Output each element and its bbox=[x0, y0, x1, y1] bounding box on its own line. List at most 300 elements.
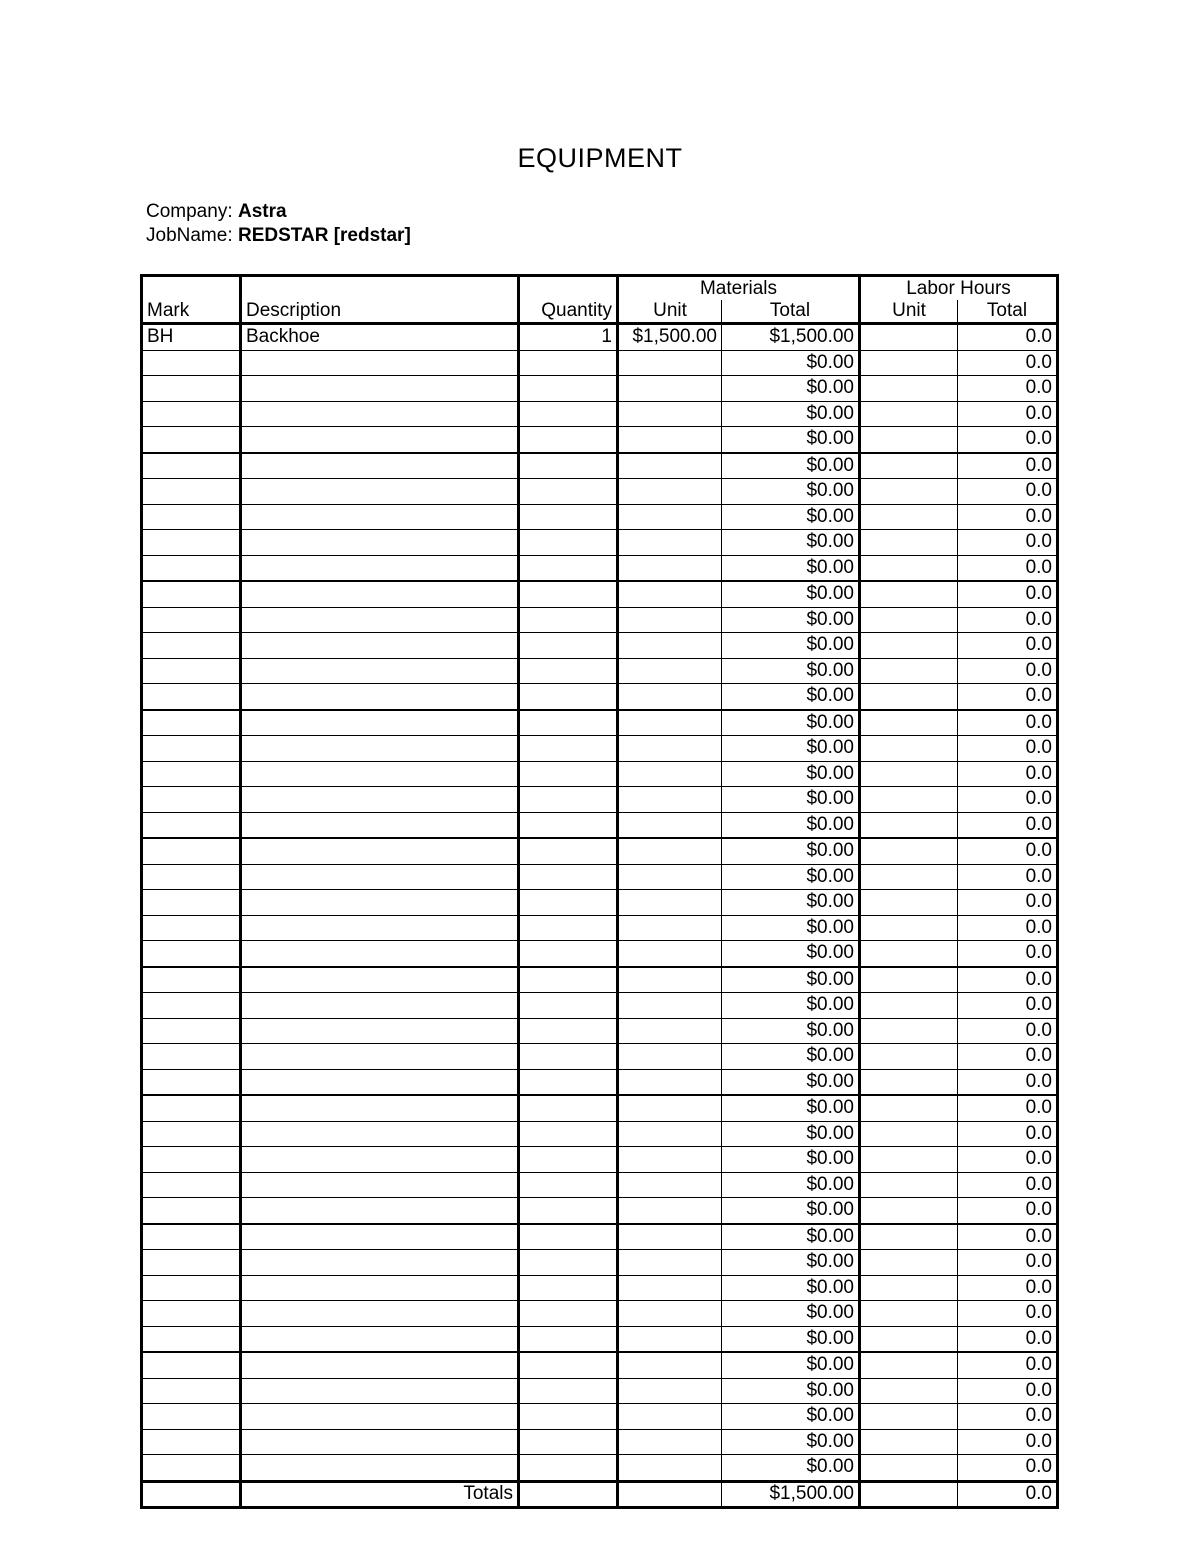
cell-quantity bbox=[519, 1069, 618, 1095]
cell-quantity bbox=[519, 1404, 618, 1430]
cell-mark bbox=[142, 1172, 241, 1198]
cell-labor-total: 0.0 bbox=[958, 838, 1058, 864]
cell-labor-total: 0.0 bbox=[958, 1198, 1058, 1224]
cell-mark bbox=[142, 504, 241, 530]
cell-description bbox=[241, 1455, 519, 1482]
cell-labor-total: 0.0 bbox=[958, 1044, 1058, 1070]
cell-quantity bbox=[519, 376, 618, 402]
cell-materials-unit bbox=[618, 967, 722, 993]
cell-labor-total: 0.0 bbox=[958, 1121, 1058, 1147]
cell-description bbox=[241, 941, 519, 967]
cell-labor-unit bbox=[860, 350, 958, 376]
totals-labor-unit-cell bbox=[860, 1481, 958, 1507]
header-blank-mark bbox=[142, 276, 241, 301]
cell-description bbox=[241, 401, 519, 427]
cell-quantity bbox=[519, 607, 618, 633]
cell-description bbox=[241, 1250, 519, 1276]
cell-mark bbox=[142, 1095, 241, 1121]
cell-mark bbox=[142, 761, 241, 787]
cell-materials-total: $0.00 bbox=[722, 1250, 860, 1276]
cell-materials-total: $0.00 bbox=[722, 1172, 860, 1198]
table-row bbox=[142, 1378, 1058, 1404]
cell-quantity bbox=[519, 1378, 618, 1404]
cell-mark bbox=[142, 453, 241, 479]
cell-quantity bbox=[519, 479, 618, 505]
cell-description bbox=[241, 479, 519, 505]
cell-materials-total: $0.00 bbox=[722, 607, 860, 633]
cell-description bbox=[241, 1018, 519, 1044]
cell-quantity bbox=[519, 453, 618, 479]
cell-description bbox=[241, 787, 519, 813]
cell-quantity bbox=[519, 581, 618, 607]
cell-materials-total: $0.00 bbox=[722, 787, 860, 813]
cell-labor-total: 0.0 bbox=[958, 710, 1058, 736]
cell-mark bbox=[142, 1275, 241, 1301]
cell-labor-unit bbox=[860, 993, 958, 1019]
cell-materials-total: $0.00 bbox=[722, 941, 860, 967]
cell-materials-total: $0.00 bbox=[722, 1352, 860, 1378]
cell-quantity bbox=[519, 761, 618, 787]
cell-mark bbox=[142, 1069, 241, 1095]
cell-labor-unit bbox=[860, 915, 958, 941]
table-row bbox=[142, 376, 1058, 402]
cell-materials-unit bbox=[618, 1275, 722, 1301]
cell-mark bbox=[142, 1301, 241, 1327]
cell-description bbox=[241, 890, 519, 916]
header-blank-description bbox=[241, 276, 519, 301]
cell-materials-unit bbox=[618, 838, 722, 864]
cell-mark bbox=[142, 607, 241, 633]
cell-materials-total: $0.00 bbox=[722, 350, 860, 376]
cell-mark bbox=[142, 479, 241, 505]
table-row bbox=[142, 993, 1058, 1019]
cell-materials-unit bbox=[618, 1095, 722, 1121]
table-row bbox=[142, 1044, 1058, 1070]
cell-labor-total: 0.0 bbox=[958, 581, 1058, 607]
cell-labor-unit bbox=[860, 530, 958, 556]
cell-materials-total: $0.00 bbox=[722, 1429, 860, 1455]
header-blank-quantity bbox=[519, 276, 618, 301]
cell-materials-unit bbox=[618, 1250, 722, 1276]
totals-label: Totals bbox=[241, 1481, 519, 1507]
table-row bbox=[142, 453, 1058, 479]
table-row bbox=[142, 1404, 1058, 1430]
cell-description bbox=[241, 761, 519, 787]
cell-materials-unit bbox=[618, 736, 722, 762]
cell-mark bbox=[142, 1018, 241, 1044]
cell-labor-total: 0.0 bbox=[958, 787, 1058, 813]
cell-labor-unit bbox=[860, 427, 958, 453]
cell-labor-unit bbox=[860, 401, 958, 427]
cell-quantity bbox=[519, 710, 618, 736]
totals-quantity-cell bbox=[519, 1481, 618, 1507]
cell-mark bbox=[142, 1250, 241, 1276]
cell-quantity bbox=[519, 890, 618, 916]
cell-labor-total: 0.0 bbox=[958, 658, 1058, 684]
cell-labor-unit bbox=[860, 684, 958, 710]
equipment-table bbox=[140, 274, 1059, 1509]
cell-materials-total: $0.00 bbox=[722, 993, 860, 1019]
cell-labor-total: 0.0 bbox=[958, 1455, 1058, 1482]
cell-labor-total: 0.0 bbox=[958, 1224, 1058, 1250]
cell-description bbox=[241, 504, 519, 530]
cell-mark bbox=[142, 838, 241, 864]
cell-quantity bbox=[519, 1018, 618, 1044]
cell-quantity bbox=[519, 1455, 618, 1482]
cell-labor-unit bbox=[860, 967, 958, 993]
cell-materials-unit bbox=[618, 658, 722, 684]
header-group-row bbox=[142, 276, 1058, 301]
cell-description bbox=[241, 427, 519, 453]
cell-materials-unit bbox=[618, 1044, 722, 1070]
cell-quantity bbox=[519, 864, 618, 890]
cell-description bbox=[241, 581, 519, 607]
cell-materials-total: $0.00 bbox=[722, 1326, 860, 1352]
jobname-line bbox=[146, 225, 411, 247]
cell-labor-unit bbox=[860, 941, 958, 967]
cell-description: Backhoe bbox=[241, 324, 519, 351]
cell-labor-unit bbox=[860, 1429, 958, 1455]
cell-materials-total: $0.00 bbox=[722, 710, 860, 736]
cell-description bbox=[241, 864, 519, 890]
cell-materials-unit bbox=[618, 941, 722, 967]
cell-mark bbox=[142, 1326, 241, 1352]
cell-description bbox=[241, 967, 519, 993]
cell-quantity bbox=[519, 1250, 618, 1276]
cell-labor-total: 0.0 bbox=[958, 555, 1058, 581]
cell-labor-unit bbox=[860, 1250, 958, 1276]
cell-description bbox=[241, 1378, 519, 1404]
cell-labor-total: 0.0 bbox=[958, 1250, 1058, 1276]
header-column-row bbox=[142, 300, 1058, 324]
header-mark: Mark bbox=[142, 300, 241, 324]
cell-labor-total: 0.0 bbox=[958, 1172, 1058, 1198]
cell-materials-unit bbox=[618, 1404, 722, 1430]
cell-labor-unit bbox=[860, 1044, 958, 1070]
cell-quantity bbox=[519, 1326, 618, 1352]
cell-description bbox=[241, 915, 519, 941]
cell-quantity: 1 bbox=[519, 324, 618, 351]
table-row bbox=[142, 1069, 1058, 1095]
cell-labor-unit bbox=[860, 453, 958, 479]
cell-description bbox=[241, 1172, 519, 1198]
cell-quantity bbox=[519, 941, 618, 967]
cell-description bbox=[241, 658, 519, 684]
table-row bbox=[142, 941, 1058, 967]
cell-description bbox=[241, 993, 519, 1019]
cell-materials-unit bbox=[618, 1352, 722, 1378]
cell-quantity bbox=[519, 633, 618, 659]
table-row bbox=[142, 607, 1058, 633]
cell-description bbox=[241, 710, 519, 736]
cell-mark bbox=[142, 1352, 241, 1378]
cell-labor-unit bbox=[860, 504, 958, 530]
cell-materials-unit bbox=[618, 1378, 722, 1404]
table-row bbox=[142, 864, 1058, 890]
cell-labor-unit bbox=[860, 864, 958, 890]
cell-mark bbox=[142, 1455, 241, 1482]
cell-labor-unit bbox=[860, 1455, 958, 1482]
cell-quantity bbox=[519, 736, 618, 762]
cell-labor-unit bbox=[860, 1224, 958, 1250]
cell-materials-total: $0.00 bbox=[722, 1378, 860, 1404]
cell-materials-total: $0.00 bbox=[722, 658, 860, 684]
cell-description bbox=[241, 1121, 519, 1147]
cell-description bbox=[241, 607, 519, 633]
cell-labor-total: 0.0 bbox=[958, 324, 1058, 351]
cell-quantity bbox=[519, 967, 618, 993]
cell-labor-unit bbox=[860, 607, 958, 633]
cell-description bbox=[241, 555, 519, 581]
cell-materials-unit bbox=[618, 427, 722, 453]
cell-labor-unit bbox=[860, 838, 958, 864]
cell-quantity bbox=[519, 787, 618, 813]
cell-materials-total: $0.00 bbox=[722, 736, 860, 762]
cell-quantity bbox=[519, 1121, 618, 1147]
cell-materials-unit bbox=[618, 684, 722, 710]
cell-description bbox=[241, 736, 519, 762]
cell-quantity bbox=[519, 838, 618, 864]
cell-labor-total: 0.0 bbox=[958, 1018, 1058, 1044]
table-row bbox=[142, 1172, 1058, 1198]
cell-labor-total: 0.0 bbox=[958, 967, 1058, 993]
cell-labor-unit bbox=[860, 1095, 958, 1121]
cell-labor-total: 0.0 bbox=[958, 453, 1058, 479]
cell-mark bbox=[142, 350, 241, 376]
table-row bbox=[142, 915, 1058, 941]
header-description: Description bbox=[241, 300, 519, 324]
cell-labor-total: 0.0 bbox=[958, 530, 1058, 556]
cell-materials-total: $0.00 bbox=[722, 581, 860, 607]
table-row bbox=[142, 658, 1058, 684]
cell-materials-unit bbox=[618, 993, 722, 1019]
cell-quantity bbox=[519, 555, 618, 581]
cell-materials-total: $0.00 bbox=[722, 1224, 860, 1250]
cell-labor-unit bbox=[860, 1069, 958, 1095]
cell-materials-unit bbox=[618, 504, 722, 530]
cell-mark bbox=[142, 864, 241, 890]
cell-materials-unit bbox=[618, 401, 722, 427]
cell-labor-unit bbox=[860, 1172, 958, 1198]
cell-mark bbox=[142, 427, 241, 453]
cell-quantity bbox=[519, 1352, 618, 1378]
cell-materials-unit bbox=[618, 1224, 722, 1250]
cell-materials-unit bbox=[618, 890, 722, 916]
cell-materials-unit bbox=[618, 1455, 722, 1482]
cell-labor-total: 0.0 bbox=[958, 1429, 1058, 1455]
cell-materials-unit bbox=[618, 453, 722, 479]
cell-materials-total: $0.00 bbox=[722, 1147, 860, 1173]
cell-labor-unit bbox=[860, 1404, 958, 1430]
cell-labor-total: 0.0 bbox=[958, 1095, 1058, 1121]
cell-materials-unit bbox=[618, 787, 722, 813]
cell-quantity bbox=[519, 812, 618, 838]
cell-mark bbox=[142, 1224, 241, 1250]
cell-materials-unit: $1,500.00 bbox=[618, 324, 722, 351]
totals-materials-unit-cell bbox=[618, 1481, 722, 1507]
page-title: EQUIPMENT bbox=[517, 143, 683, 173]
cell-labor-unit bbox=[860, 1198, 958, 1224]
cell-labor-unit bbox=[860, 736, 958, 762]
cell-quantity bbox=[519, 1147, 618, 1173]
totals-materials-total: $1,500.00 bbox=[722, 1481, 860, 1507]
cell-description bbox=[241, 1198, 519, 1224]
cell-mark bbox=[142, 1198, 241, 1224]
cell-materials-unit bbox=[618, 812, 722, 838]
cell-description bbox=[241, 1301, 519, 1327]
cell-materials-unit bbox=[618, 1326, 722, 1352]
cell-labor-total: 0.0 bbox=[958, 376, 1058, 402]
cell-labor-total: 0.0 bbox=[958, 479, 1058, 505]
cell-mark bbox=[142, 401, 241, 427]
cell-labor-total: 0.0 bbox=[958, 1326, 1058, 1352]
cell-materials-total: $0.00 bbox=[722, 1455, 860, 1482]
cell-labor-total: 0.0 bbox=[958, 1147, 1058, 1173]
cell-quantity bbox=[519, 1301, 618, 1327]
cell-labor-total: 0.0 bbox=[958, 1352, 1058, 1378]
table-row bbox=[142, 1147, 1058, 1173]
cell-labor-total: 0.0 bbox=[958, 736, 1058, 762]
cell-materials-unit bbox=[618, 530, 722, 556]
cell-quantity bbox=[519, 1198, 618, 1224]
cell-description bbox=[241, 838, 519, 864]
cell-mark bbox=[142, 993, 241, 1019]
cell-quantity bbox=[519, 993, 618, 1019]
cell-materials-unit bbox=[618, 864, 722, 890]
cell-description bbox=[241, 1095, 519, 1121]
cell-materials-unit bbox=[618, 710, 722, 736]
cell-labor-unit bbox=[860, 324, 958, 351]
cell-materials-unit bbox=[618, 1301, 722, 1327]
cell-mark bbox=[142, 941, 241, 967]
cell-description bbox=[241, 684, 519, 710]
table-row bbox=[142, 684, 1058, 710]
cell-description bbox=[241, 1352, 519, 1378]
cell-quantity bbox=[519, 401, 618, 427]
cell-materials-total: $0.00 bbox=[722, 890, 860, 916]
cell-materials-total: $0.00 bbox=[722, 1198, 860, 1224]
cell-quantity bbox=[519, 530, 618, 556]
cell-description bbox=[241, 633, 519, 659]
table-row bbox=[142, 479, 1058, 505]
cell-materials-total: $0.00 bbox=[722, 812, 860, 838]
cell-labor-total: 0.0 bbox=[958, 812, 1058, 838]
cell-labor-unit bbox=[860, 1378, 958, 1404]
table-row bbox=[142, 1352, 1058, 1378]
cell-labor-total: 0.0 bbox=[958, 1404, 1058, 1430]
table-row bbox=[142, 890, 1058, 916]
table-row bbox=[142, 736, 1058, 762]
cell-labor-total: 0.0 bbox=[958, 761, 1058, 787]
table-row bbox=[142, 1429, 1058, 1455]
cell-labor-unit bbox=[860, 1275, 958, 1301]
cell-materials-total: $1,500.00 bbox=[722, 324, 860, 351]
cell-materials-total: $0.00 bbox=[722, 1018, 860, 1044]
cell-labor-total: 0.0 bbox=[958, 504, 1058, 530]
cell-description bbox=[241, 1147, 519, 1173]
cell-mark bbox=[142, 736, 241, 762]
table-row bbox=[142, 1275, 1058, 1301]
cell-description bbox=[241, 1275, 519, 1301]
cell-mark bbox=[142, 1044, 241, 1070]
cell-mark bbox=[142, 915, 241, 941]
cell-description bbox=[241, 1044, 519, 1070]
cell-quantity bbox=[519, 427, 618, 453]
cell-labor-unit bbox=[860, 890, 958, 916]
cell-quantity bbox=[519, 504, 618, 530]
cell-mark bbox=[142, 1121, 241, 1147]
cell-materials-total: $0.00 bbox=[722, 1044, 860, 1070]
cell-quantity bbox=[519, 350, 618, 376]
cell-materials-total: $0.00 bbox=[722, 1095, 860, 1121]
cell-description bbox=[241, 376, 519, 402]
cell-mark bbox=[142, 710, 241, 736]
table-row bbox=[142, 1224, 1058, 1250]
cell-description bbox=[241, 1224, 519, 1250]
header-materials-unit: Unit bbox=[618, 300, 722, 324]
table-row bbox=[142, 812, 1058, 838]
cell-materials-unit bbox=[618, 633, 722, 659]
cell-labor-total: 0.0 bbox=[958, 633, 1058, 659]
cell-labor-unit bbox=[860, 1352, 958, 1378]
cell-materials-total: $0.00 bbox=[722, 530, 860, 556]
table-row bbox=[142, 1095, 1058, 1121]
cell-materials-total: $0.00 bbox=[722, 1069, 860, 1095]
cell-labor-unit bbox=[860, 376, 958, 402]
cell-materials-total: $0.00 bbox=[722, 1121, 860, 1147]
table-row bbox=[142, 1326, 1058, 1352]
cell-materials-total: $0.00 bbox=[722, 427, 860, 453]
table-row bbox=[142, 761, 1058, 787]
cell-materials-total: $0.00 bbox=[722, 504, 860, 530]
cell-quantity bbox=[519, 1095, 618, 1121]
cell-mark bbox=[142, 1429, 241, 1455]
cell-labor-unit bbox=[860, 761, 958, 787]
cell-materials-total: $0.00 bbox=[722, 479, 860, 505]
cell-materials-unit bbox=[618, 555, 722, 581]
cell-description bbox=[241, 1429, 519, 1455]
table-row bbox=[142, 350, 1058, 376]
cell-materials-total: $0.00 bbox=[722, 684, 860, 710]
cell-materials-unit bbox=[618, 761, 722, 787]
cell-labor-total: 0.0 bbox=[958, 941, 1058, 967]
table-row bbox=[142, 967, 1058, 993]
table-row bbox=[142, 581, 1058, 607]
cell-mark: BH bbox=[142, 324, 241, 351]
header-labor-hours: Labor Hours bbox=[860, 276, 1058, 301]
table-row bbox=[142, 1018, 1058, 1044]
cell-labor-unit bbox=[860, 1326, 958, 1352]
jobname-value: REDSTAR [redstar] bbox=[238, 225, 411, 246]
cell-labor-total: 0.0 bbox=[958, 684, 1058, 710]
cell-materials-unit bbox=[618, 376, 722, 402]
jobname-label: JobName: bbox=[146, 225, 233, 246]
table-row bbox=[142, 555, 1058, 581]
cell-materials-total: $0.00 bbox=[722, 401, 860, 427]
cell-quantity bbox=[519, 1172, 618, 1198]
cell-quantity bbox=[519, 658, 618, 684]
cell-materials-unit bbox=[618, 1429, 722, 1455]
cell-description bbox=[241, 1404, 519, 1430]
cell-materials-unit bbox=[618, 1172, 722, 1198]
cell-labor-unit bbox=[860, 1301, 958, 1327]
cell-labor-unit bbox=[860, 658, 958, 684]
cell-mark bbox=[142, 684, 241, 710]
table-row bbox=[142, 1121, 1058, 1147]
cell-materials-unit bbox=[618, 1018, 722, 1044]
table-body bbox=[142, 324, 1058, 1482]
totals-row bbox=[142, 1481, 1058, 1507]
